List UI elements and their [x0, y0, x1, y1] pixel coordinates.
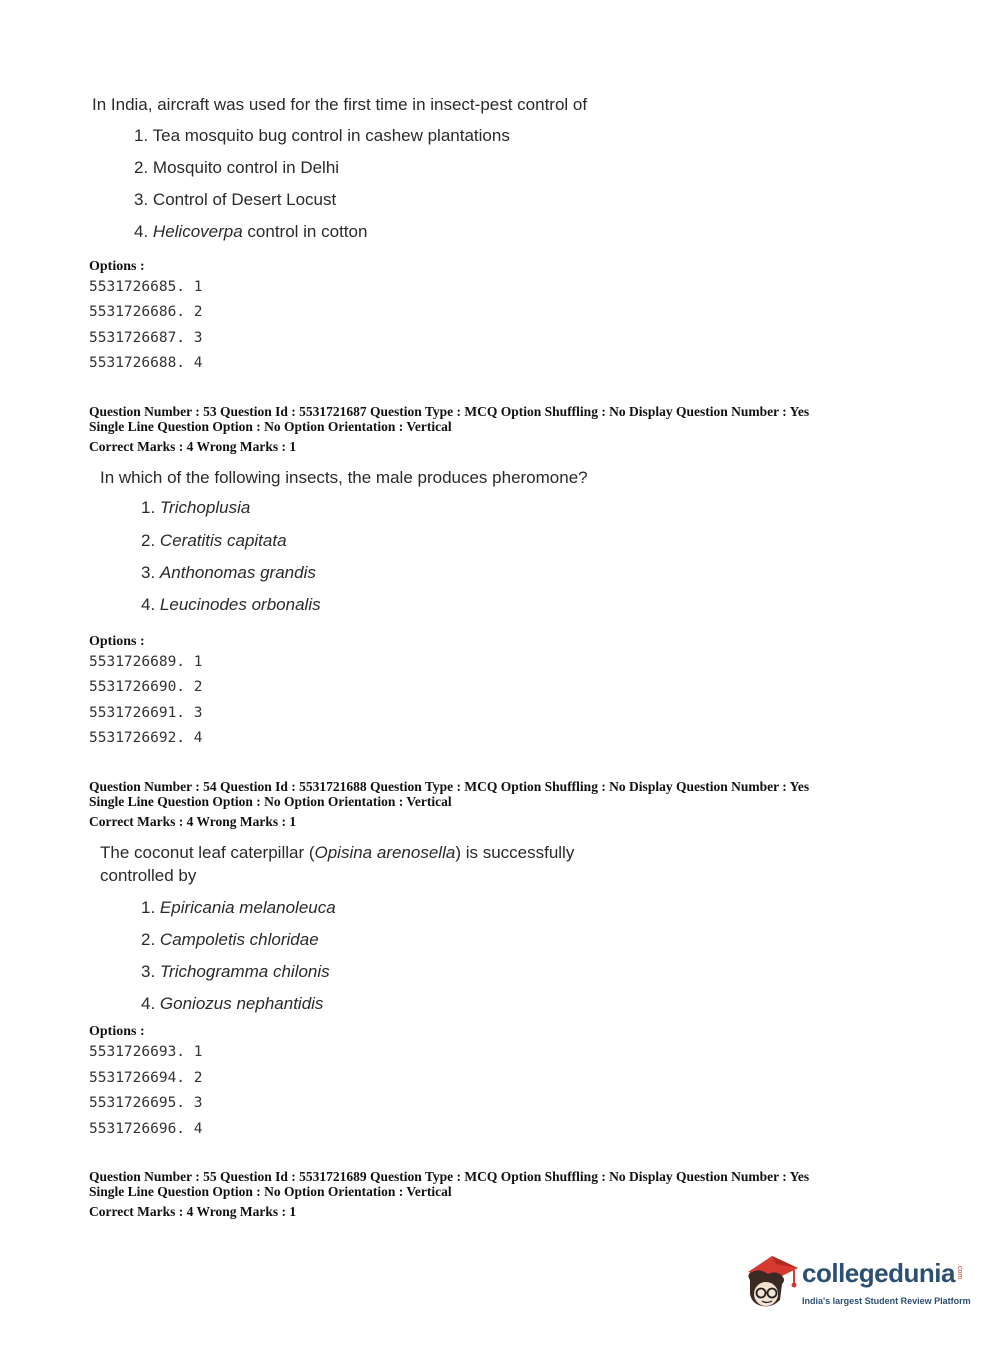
- option-id: 5531726687. 3: [89, 330, 203, 346]
- choice-number: 1.: [141, 498, 156, 517]
- q54-choice-4: [141, 994, 323, 1014]
- option-id: 5531726694. 2: [89, 1070, 203, 1086]
- q52-choice-2: [134, 158, 339, 178]
- question-meta-line-2: Single Line Question Option : No Option Orientation : Vertical: [89, 1184, 452, 1199]
- choice-number: 3.: [141, 962, 156, 981]
- choice-number: 2.: [134, 158, 149, 177]
- question-meta-line-2: Single Line Question Option : No Option Orientation : Vertical: [89, 419, 452, 434]
- question-meta-line-1: Question Number : 54 Question Id : 5531721688 Question Type : MCQ Option Shuffling : No Display Question Number : Yes: [89, 779, 810, 794]
- option-id: 5531726696. 4: [89, 1121, 203, 1137]
- q53-choice-4: [141, 595, 321, 615]
- marks-line: Correct Marks : 4 Wrong Marks : 1: [89, 814, 297, 829]
- logo-tagline: India's largest Student Review Platform: [802, 1296, 971, 1306]
- question-52-text: In India, aircraft was used for the first time in insect-pest control of: [92, 95, 588, 114]
- option-id: 5531726688. 4: [89, 355, 203, 371]
- choice-italic-text: Anthonomas grandis: [159, 563, 316, 582]
- choice-number: 2.: [141, 930, 156, 949]
- q53-choice-2: [141, 531, 287, 551]
- question-53-text: In which of the following insects, the male produces pheromone?: [100, 468, 588, 487]
- choice-number: 4.: [134, 222, 149, 241]
- q52-choice-1: [134, 126, 510, 146]
- q52-choice-4: [134, 222, 367, 242]
- option-id: 5531726693. 1: [89, 1044, 203, 1060]
- logo-wordmark: collegedunia: [802, 1258, 955, 1288]
- choice-italic-text: Goniozus nephantidis: [159, 994, 324, 1013]
- question-meta-line-1: Question Number : 55 Question Id : 5531721689 Question Type : MCQ Option Shuffling : No Display Question Number : Yes: [89, 1169, 810, 1184]
- q54-choice-3: [141, 962, 330, 982]
- choice-text: Tea mosquito bug control in cashew plantations: [152, 126, 510, 145]
- q52-choice-3: [134, 190, 336, 210]
- choice-number: 1.: [141, 898, 156, 917]
- choice-italic-text: Trichogramma chilonis: [159, 962, 330, 981]
- option-id: 5531726686. 2: [89, 304, 203, 320]
- options-label: Options :: [89, 259, 145, 274]
- choice-text: Mosquito control in Delhi: [152, 158, 340, 177]
- choice-italic-text: Leucinodes orbonalis: [159, 595, 321, 614]
- choice-italic-text: Trichoplusia: [159, 498, 251, 517]
- question-text-part: The coconut leaf caterpillar (: [100, 843, 315, 862]
- choice-number: 4.: [141, 595, 156, 614]
- question-meta-line-1: Question Number : 53 Question Id : 5531721687 Question Type : MCQ Option Shuffling : No Display Question Number : Yes: [89, 404, 810, 419]
- q53-choice-1: [141, 498, 250, 518]
- option-id: 5531726695. 3: [89, 1095, 203, 1111]
- q54-choice-1: [141, 898, 336, 918]
- q53-choice-3: [141, 563, 316, 583]
- option-id: 5531726690. 2: [89, 679, 203, 695]
- options-label: Options :: [89, 634, 145, 649]
- collegedunia-logo: [742, 1250, 972, 1320]
- option-id: 5531726692. 4: [89, 730, 203, 746]
- choice-italic-text: Ceratitis capitata: [159, 531, 287, 550]
- choice-italic-text: Epiricania melanoleuca: [159, 898, 336, 917]
- question-italic-part: Opisina arenosella: [314, 843, 456, 862]
- choice-number: 2.: [141, 531, 156, 550]
- marks-line: Correct Marks : 4 Wrong Marks : 1: [89, 1204, 297, 1219]
- options-label: Options :: [89, 1024, 145, 1039]
- choice-text: control in cotton: [242, 222, 368, 241]
- choice-number: 3.: [134, 190, 149, 209]
- option-id: 5531726685. 1: [89, 279, 203, 295]
- logo-dotcom: .com: [956, 1264, 963, 1280]
- mascot-icon: [742, 1250, 802, 1312]
- choice-text: Control of Desert Locust: [152, 190, 337, 209]
- marks-line: Correct Marks : 4 Wrong Marks : 1: [89, 439, 297, 454]
- choice-number: 1.: [134, 126, 149, 145]
- question-54-text: [100, 841, 574, 887]
- question-meta-line-2: Single Line Question Option : No Option Orientation : Vertical: [89, 794, 452, 809]
- choice-number: 3.: [141, 563, 156, 582]
- question-text-part: ) is successfully: [455, 843, 575, 862]
- option-id: 5531726689. 1: [89, 654, 203, 670]
- option-id: 5531726691. 3: [89, 705, 203, 721]
- choice-italic-text: Helicoverpa: [152, 222, 243, 241]
- choice-number: 4.: [141, 994, 156, 1013]
- choice-italic-text: Campoletis chloridae: [159, 930, 319, 949]
- q54-choice-2: [141, 930, 319, 950]
- question-text-line-2: controlled by: [100, 866, 197, 885]
